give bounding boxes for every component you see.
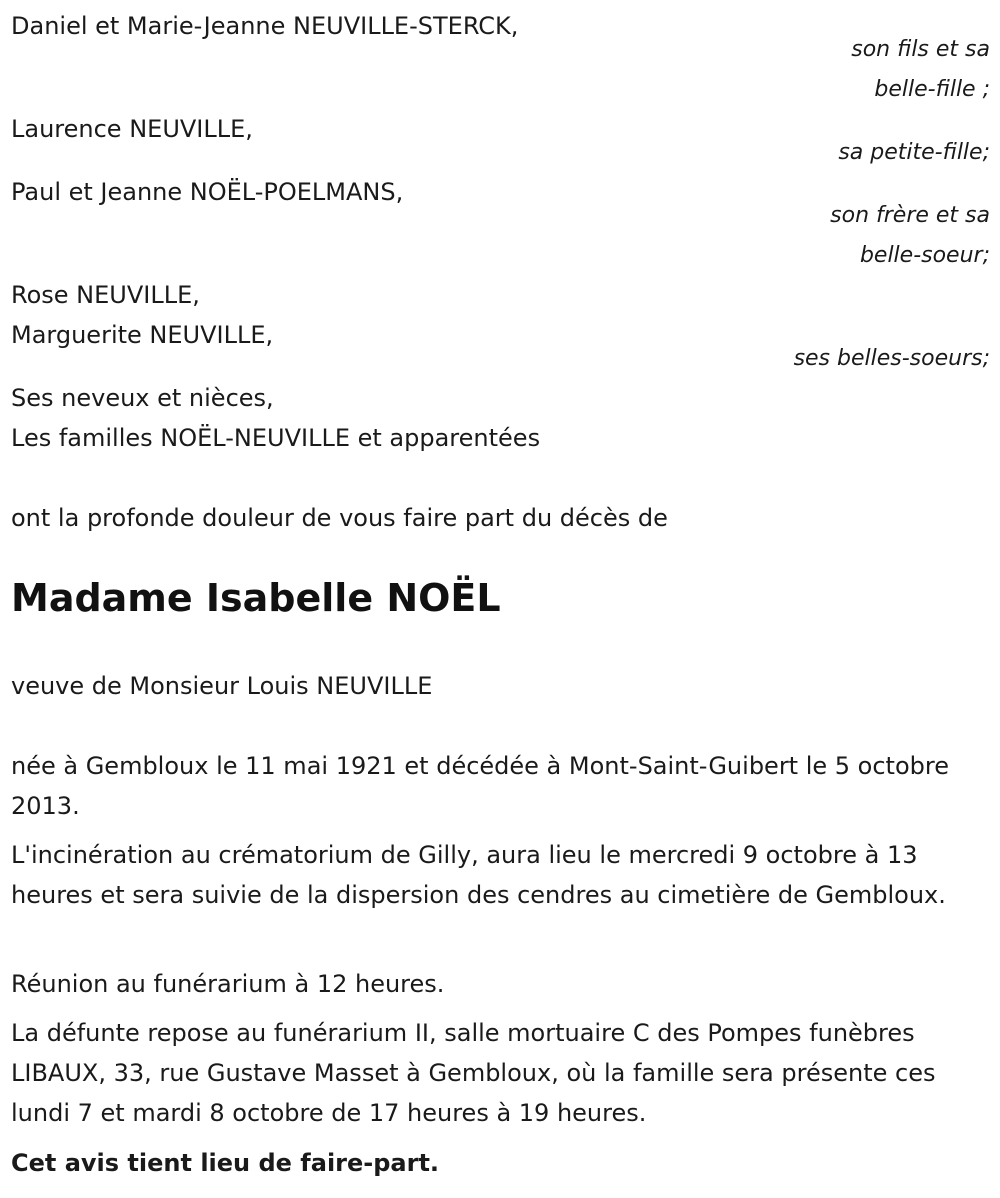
meeting-paragraph: Réunion au funérarium à 12 heures. xyxy=(11,970,445,998)
family-line-son: Daniel et Marie-Jeanne NEUVILLE-STERCK, xyxy=(11,12,519,40)
relation-brother-b: belle-soeur; xyxy=(859,243,990,268)
notice-statement: Cet avis tient lieu de faire-part. xyxy=(11,1149,440,1177)
family-line-marguerite: Marguerite NEUVILLE, xyxy=(11,321,274,349)
relation-brother-a: son frère et sa xyxy=(830,203,990,228)
relation-son-b: belle-fille ; xyxy=(874,77,990,102)
cremation-paragraph: L'incinération au crématorium de Gilly, aura lieu le mercredi 9 octobre à 13 heures et sera suivie de la dispersion des cendres au cimetière de Gembloux. xyxy=(11,841,946,909)
birth-death-paragraph: née à Gembloux le 11 mai 1921 et décédée à Mont-Saint-Guibert le 5 octobre 2013. xyxy=(11,752,949,820)
family-line-brother: Paul et Jeanne NOËL-POELMANS, xyxy=(11,178,404,206)
relation-son-a: son fils et sa xyxy=(851,37,990,62)
announcement-text: ont la profonde douleur de vous faire part du décès de xyxy=(11,504,668,532)
family-line-nephews: Ses neveux et nièces, xyxy=(11,384,274,412)
family-line-rose: Rose NEUVILLE, xyxy=(11,281,200,309)
spouse-line: veuve de Monsieur Louis NEUVILLE xyxy=(11,672,433,700)
family-line-granddaughter: Laurence NEUVILLE, xyxy=(11,115,253,143)
relation-granddaughter: sa petite-fille; xyxy=(838,140,990,165)
visitation-paragraph: La défunte repose au funérarium II, salle mortuaire C des Pompes funèbres LIBAUX, 33, rue Gustave Masset à Gembloux, où la famille sera présente ces lundi 7 et mardi 8 octobre de 17 heures à 19 heures. xyxy=(11,1019,936,1127)
deceased-name: Madame Isabelle NOËL xyxy=(11,576,501,620)
relation-sisters-in-law: ses belles-soeurs; xyxy=(793,346,990,371)
family-line-families: Les familles NOËL-NEUVILLE et apparentées xyxy=(11,424,541,452)
